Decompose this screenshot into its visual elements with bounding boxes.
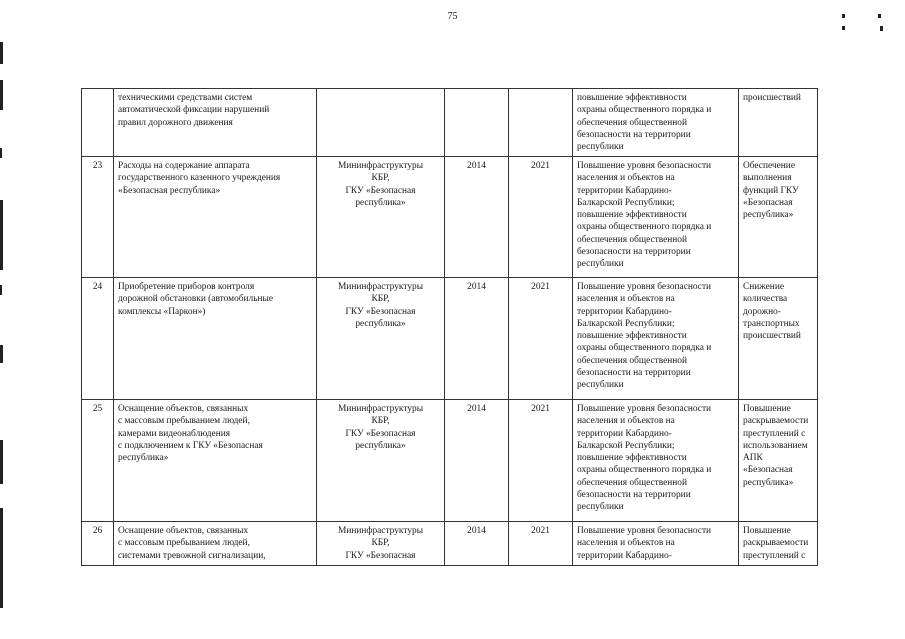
scan-mark — [0, 42, 3, 64]
end-year — [509, 89, 573, 157]
end-year: 2021 — [509, 157, 573, 278]
row-number: 26 — [82, 522, 114, 566]
executor: Мининфраструктуры КБР, ГКУ «Безопасная республика» — [317, 278, 445, 400]
start-year: 2014 — [445, 400, 509, 522]
table-row — [82, 89, 818, 157]
expected-result: Обеспечение выполнения функций ГКУ «Безопасная республика» — [739, 157, 818, 278]
tasks: Повышение уровня безопасности населения и объектов на территории Кабардино- — [573, 522, 739, 566]
start-year: 2014 — [445, 157, 509, 278]
row-number: 25 — [82, 400, 114, 522]
tasks: Повышение уровня безопасности населения и объектов на территории Кабардино- Балкарской Республики; повышение эффективности охраны общественного порядка и обеспечения общественной безопасности на территории республики — [573, 157, 739, 278]
scan-mark — [842, 26, 845, 30]
row-number: 23 — [82, 157, 114, 278]
expected-result: происшествий — [739, 89, 818, 157]
scan-mark — [880, 26, 883, 31]
executor: Мининфраструктуры КБР, ГКУ «Безопасная — [317, 522, 445, 566]
start-year — [445, 89, 509, 157]
scan-mark — [0, 200, 3, 270]
tasks: Повышение уровня безопасности населения и объектов на территории Кабардино- Балкарской Республики; повышение эффективности охраны общественного порядка и обеспечения общественной безопасности на территории республики — [573, 278, 739, 400]
tasks: повышение эффективности охраны общественного порядка и обеспечения общественной безопасности на территории республики — [573, 89, 739, 157]
page-number: 75 — [447, 11, 458, 22]
measure-name: Приобретение приборов контроля дорожной обстановки (автомобильные комплексы «Паркон») — [114, 278, 317, 400]
expected-result: Повышение раскрываемости преступлений с — [739, 522, 818, 566]
scan-mark — [0, 508, 3, 608]
executor — [317, 89, 445, 157]
start-year: 2014 — [445, 522, 509, 566]
scan-mark — [0, 148, 2, 158]
measure-name: Расходы на содержание аппарата государственного казенного учреждения «Безопасная республика» — [114, 157, 317, 278]
table-row — [82, 522, 818, 566]
executor: Мининфраструктуры КБР, ГКУ «Безопасная республика» — [317, 400, 445, 522]
scan-mark — [0, 80, 3, 110]
scan-mark — [0, 440, 3, 484]
start-year: 2014 — [445, 278, 509, 400]
table-row — [82, 400, 818, 522]
measure-name: Оснащение объектов, связанных с массовым пребыванием людей, системами тревожной сигнализации, — [114, 522, 317, 566]
scan-mark — [842, 14, 845, 18]
measure-name: Оснащение объектов, связанных с массовым пребыванием людей, камерами видеонаблюдения с подключением к ГКУ «Безопасная республика» — [114, 400, 317, 522]
scan-mark — [878, 14, 881, 18]
table-row — [82, 278, 818, 400]
expected-result: Снижение количества дорожно- транспортных происшествий — [739, 278, 818, 400]
scan-mark — [0, 285, 2, 295]
measure-name: техническими средствами систем автоматической фиксации нарушений правил дорожного движения — [114, 89, 317, 157]
tasks: Повышение уровня безопасности населения и объектов на территории Кабардино- Балкарской Республики; повышение эффективности охраны общественного порядка и обеспечения общественной безопасности на территории республики — [573, 400, 739, 522]
end-year: 2021 — [509, 400, 573, 522]
executor: Мининфраструктуры КБР, ГКУ «Безопасная республика» — [317, 157, 445, 278]
end-year: 2021 — [509, 278, 573, 400]
expected-result: Повышение раскрываемости преступлений с использованием АПК «Безопасная республика» — [739, 400, 818, 522]
scan-mark — [0, 345, 3, 363]
end-year: 2021 — [509, 522, 573, 566]
row-number: 24 — [82, 278, 114, 400]
measures-table — [81, 88, 818, 566]
table-row — [82, 157, 818, 278]
row-number — [82, 89, 114, 157]
